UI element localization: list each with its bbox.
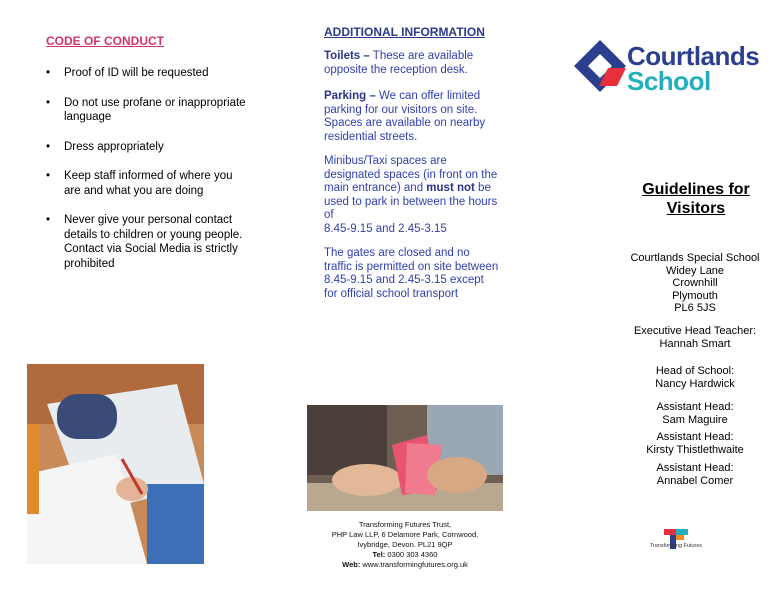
staff-role: Assistant Head: <box>656 401 734 413</box>
trust-web <box>300 560 510 570</box>
transforming-futures-caption: Transforming Futures <box>649 543 703 549</box>
staff-role: Assistant Head: <box>656 431 734 443</box>
address-line: Plymouth <box>672 289 718 302</box>
list-item <box>46 169 246 198</box>
tel-label: Tel: <box>372 550 386 559</box>
bullet-icon: • <box>46 67 51 79</box>
guidelines-title <box>596 180 779 218</box>
staff-name: Kirsty Thistlethwaite <box>646 443 744 456</box>
address-line: Crownhill <box>672 277 718 289</box>
staff-name: Sam Maguire <box>662 413 728 426</box>
minibus-must-not: must not <box>426 182 475 194</box>
parking-text: We can offer limited parking for our visitors on site. Spaces are available on nearby residential streets. <box>324 90 486 143</box>
code-of-conduct-heading: CODE OF CONDUCT <box>46 34 164 48</box>
executive-head <box>595 325 779 350</box>
minibus-text-2: be used to park in between the hours of <box>324 182 498 221</box>
address-line: Widey Lane <box>665 264 725 277</box>
conduct-item-text: Proof of ID will be requested <box>64 67 209 79</box>
logo-text-courtlands: Courtlands <box>627 41 760 71</box>
tel-number: 0300 303 4360 <box>385 550 438 559</box>
address-line: PL6 5JS <box>674 302 716 314</box>
address-line: Courtlands Special School <box>630 252 760 264</box>
trust-contact <box>300 520 510 570</box>
logo-diamond-icon <box>572 38 632 98</box>
web-address: www.transformingfutures.org.uk <box>360 560 468 569</box>
assistant-head <box>595 462 779 487</box>
minibus-hours: 8.45-9.15 and 2.45-3.15 <box>324 222 447 235</box>
bullet-icon: • <box>46 170 51 182</box>
parking-paragraph <box>324 90 500 144</box>
toilets-label: Toilets – <box>324 50 370 62</box>
staff-role: Head of School: <box>655 365 735 377</box>
title-line: Visitors <box>666 200 726 217</box>
head-of-school <box>595 365 779 390</box>
list-item <box>46 140 246 155</box>
toilets-paragraph <box>324 50 500 77</box>
conduct-item-text: Never give your personal contact details to children or young people. Contact via Social Media is strictly prohibited <box>64 214 243 270</box>
staff-role: Executive Head Teacher: <box>633 325 757 337</box>
parking-label: Parking – <box>324 90 376 102</box>
list-item <box>46 66 246 81</box>
conduct-item-text: Dress appropriately <box>64 140 164 153</box>
transforming-futures-logo-icon <box>656 520 696 558</box>
list-item <box>46 213 246 271</box>
card-game-photo <box>307 405 503 511</box>
trust-phone <box>300 550 510 560</box>
trust-address-line: Ivybridge, Devon. PL21 9QP <box>357 540 453 549</box>
minibus-paragraph <box>324 155 500 236</box>
trust-name: Transforming Futures Trust, <box>358 520 452 529</box>
children-writing-photo <box>27 364 204 564</box>
trust-address-line: PHP Law LLP, 6 Delamore Park, Cornwood, <box>331 530 479 539</box>
list-item <box>46 96 246 125</box>
toilets-text: These are available opposite the reception desk. <box>324 50 474 76</box>
school-address <box>595 252 779 315</box>
assistant-head <box>595 401 779 426</box>
bullet-icon: • <box>46 96 51 109</box>
title-line: Guidelines for <box>642 181 750 198</box>
conduct-list <box>46 66 246 286</box>
conduct-item-text: Do not use profane or inappropriate language <box>64 96 246 123</box>
assistant-head <box>595 431 779 456</box>
minibus-text: Minibus/Taxi spaces are designated spaces (in front on the main entrance) and <box>324 155 498 194</box>
staff-name: Annabel Comer <box>656 474 734 487</box>
web-label: Web: <box>342 560 361 569</box>
staff-name: Nancy Hardwick <box>655 377 735 390</box>
staff-name: Hannah Smart <box>659 337 731 350</box>
bullet-icon: • <box>46 214 51 226</box>
conduct-item-text: Keep staff informed of where you are and what you are doing <box>64 170 233 197</box>
bullet-icon: • <box>46 140 51 153</box>
additional-info-heading: ADDITIONAL INFORMATION <box>324 25 485 39</box>
staff-role: Assistant Head: <box>656 462 734 474</box>
gates-paragraph: The gates are closed and no traffic is permitted on site between 8.45-9.15 and 2.45-3.15 except for official school transport <box>324 247 499 300</box>
logo-text-school: School <box>627 66 711 96</box>
